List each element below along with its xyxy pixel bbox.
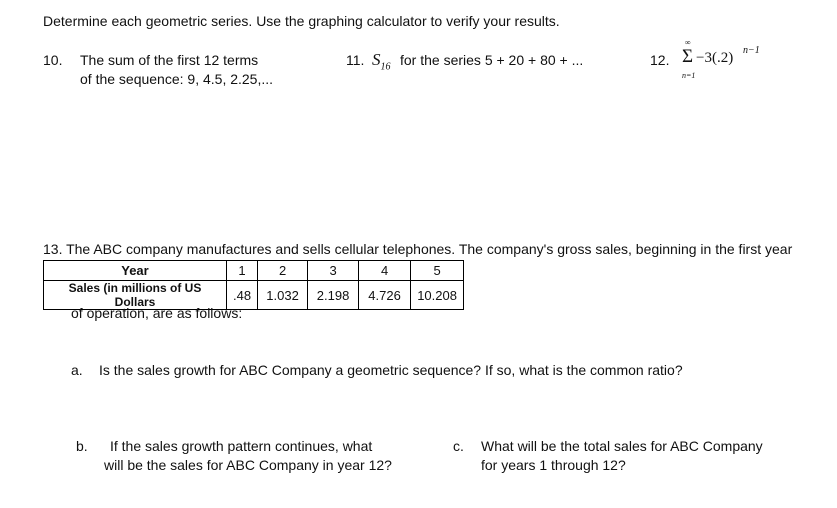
sales-cell: .48 <box>227 281 258 310</box>
q10-number: 10. <box>43 52 63 68</box>
table-header-year: Year <box>44 261 227 281</box>
q12-expression: −3(.2) <box>696 50 734 66</box>
sales-cell: 1.032 <box>258 281 308 310</box>
q13c-line2: for years 1 through 12? <box>481 457 626 473</box>
sales-cell: 2.198 <box>308 281 359 310</box>
year-cell: 5 <box>411 261 464 281</box>
sigma-icon: Σ <box>682 46 694 67</box>
q11-subscript: 16 <box>380 61 391 73</box>
q11-number: 11. <box>346 52 365 68</box>
q13b-line2: will be the sales for ABC Company in year 12? <box>104 457 392 473</box>
instructions: Determine each geometric series. Use the graphing calculator to verify your results. <box>43 13 560 29</box>
sales-cell: 10.208 <box>411 281 464 310</box>
q13-intro: 13. The ABC company manufactures and sells cellular telephones. The company's gross sales, beginning in the first year <box>43 241 793 257</box>
q10-line2: of the sequence: 9, 4.5, 2.25,... <box>80 71 274 87</box>
sales-cell: 4.726 <box>359 281 411 310</box>
year-cell: 1 <box>227 261 258 281</box>
q13c-letter: c. <box>453 438 464 454</box>
q12-sum-top: ∞ <box>685 38 691 47</box>
year-cell: 2 <box>258 261 308 281</box>
q11-s: S <box>372 50 381 69</box>
sales-table <box>43 260 464 310</box>
q13b-letter: b. <box>76 438 88 454</box>
q13c-line1: What will be the total sales for ABC Company <box>481 438 763 454</box>
q11-symbol <box>372 50 391 72</box>
table-header-sales: Sales (in millions of US Dollars <box>44 281 227 310</box>
q12-exponent: n−1 <box>743 45 760 56</box>
year-cell: 4 <box>359 261 411 281</box>
q12-number: 12. <box>650 52 670 68</box>
table-row-years <box>44 261 464 281</box>
q12-summation <box>680 38 770 84</box>
year-cell: 3 <box>308 261 359 281</box>
q13a-text: Is the sales growth for ABC Company a geometric sequence? If so, what is the common ratio? <box>99 362 683 378</box>
q12-sum-bottom: n=1 <box>682 71 696 80</box>
q13b-line1: If the sales growth pattern continues, what <box>110 438 373 454</box>
q13-after-table: of operation, are as follows: <box>71 305 243 321</box>
q10-line1: The sum of the first 12 terms <box>80 52 259 68</box>
q11-text: for the series 5 + 20 + 80 + ... <box>400 52 584 68</box>
q13a-letter: a. <box>71 362 83 378</box>
